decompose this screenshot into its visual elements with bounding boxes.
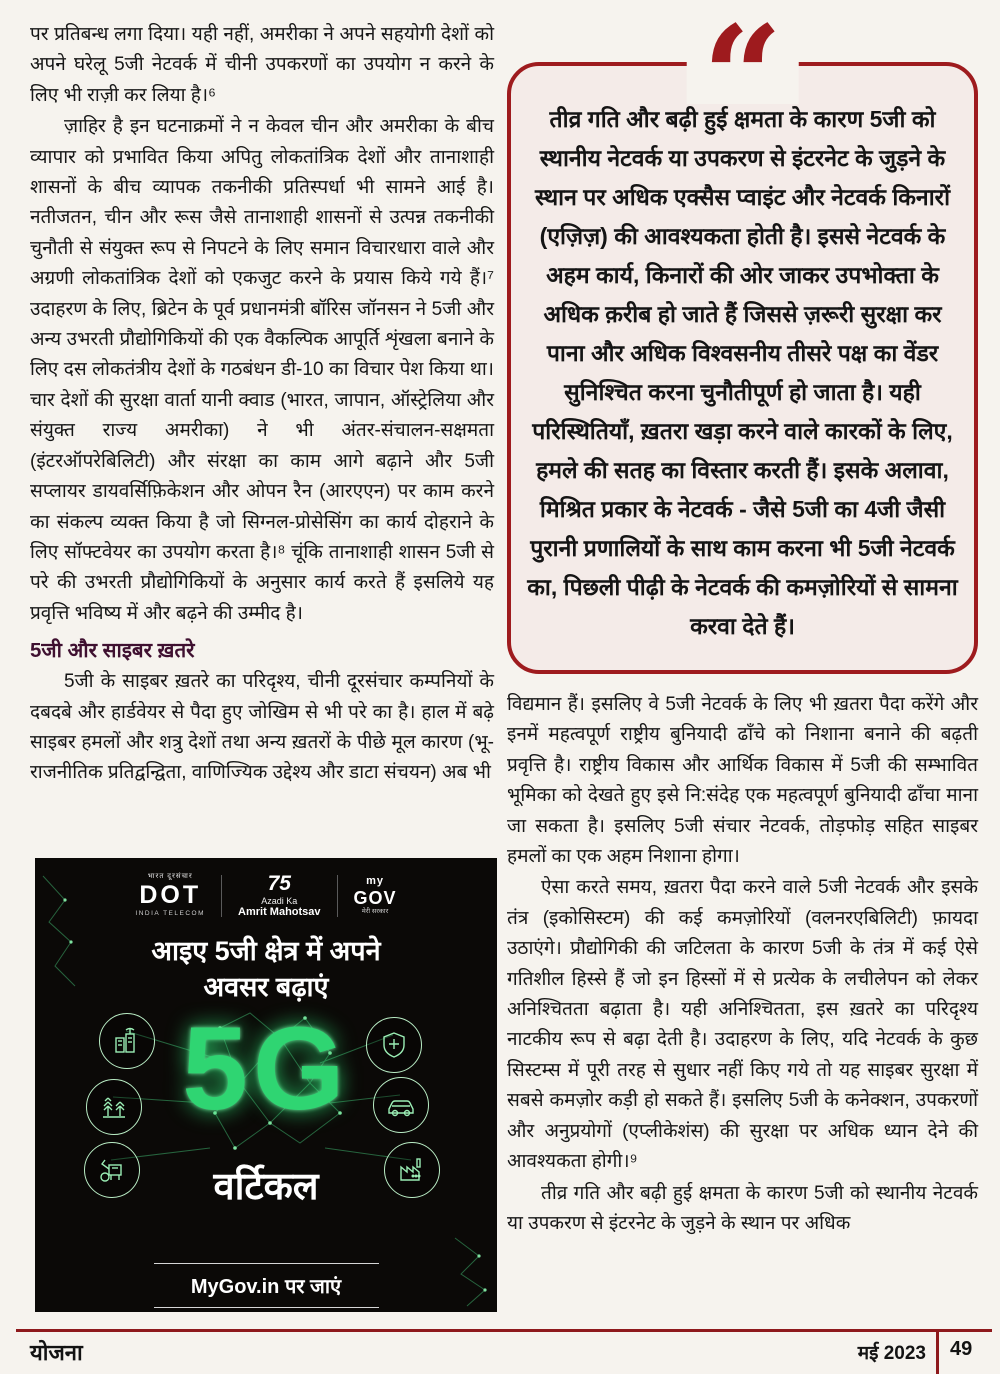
paragraph: तीव्र गति और बढ़ी हुई क्षमता के कारण 5जी को स्थानीय नेटवर्क या उपकरण से इंटरनेट के जुड़ने के स्थान पर अधिक	[507, 1182, 978, 1234]
ad-logo-row	[35, 858, 497, 919]
mygov-logo: my GOV मेरी सरकार	[353, 875, 397, 916]
magazine-title: योजना	[30, 1340, 83, 1365]
footer-divider	[936, 1329, 939, 1374]
paragraph: विद्यमान हैं। इसलिए वे 5जी नेटवर्क के लिए भी ख़तरा पैदा करेंगे और इनमें महत्वपूर्ण राष्ट्रीय बुनियादी ढाँचे को निशाना बनाने की बढ़ती प्रवृत्ति है। राष्ट्रीय विकास और आर्थिक विकास में 5जी की सम्भावित भूमिका को देखते हुए इसे नि:संदेह एक महत्वपूर्ण बुनियादी ढाँचा माना जा सकता है। इसलिए 5जी संचार नेटवर्क, तोड़फोड़ सहित साइबर हमलों का एक अहम निशाना होगा।	[507, 694, 978, 868]
autonomous-car-icon	[373, 1077, 429, 1133]
5g-advertisement	[35, 858, 497, 1312]
paragraph: ज़ाहिर है इन घटनाक्रमों ने न केवल चीन और अमरीका के बीच व्यापार को प्रभावित किया अपितु लोकतांत्रिक देशों और तानाशाही शासनों के बीच व्यापक तकनीकी प्रतिस्पर्धा भी सामने आई है। नतीजतन, चीन और रूस जैसे तानाशाही शासनों से उत्पन्न तकनीकी चुनौती से संयुक्त रूप से निपटने के लिए समान विचारधारा वाले और अग्रणी लोकतांत्रिक देशों को एकजुट करने के प्रयास किये गये हैं।⁷ उदाहरण के लिए, ब्रिटेन के पूर्व प्रधानमंत्री बॉरिस जॉनसन ने 5जी और अन्य उभरती प्रौद्योगिकियों की एक वैकल्पिक आपूर्ति शृंखला बनाने के लिए दस लोकतंत्रीय देशों के गठबंधन डी-10 का विचार पेश किया था। चार देशों की सुरक्षा वार्ता यानी क्वाड (भारत, जापान, ऑस्ट्रेलिया और संयुक्त राज्य अमरीका) ने भी अंतर-संचालन-सक्षमता (इंटरऑपरेबिलिटी) और संरक्षा का काम आगे बढ़ाने और 5जी सप्लायर डायवर्सिफ़िकेशन और ओपन रैन (आरएएन) पर काम करने का संकल्प व्यक्त किया है जो सिग्नल-प्रोसेसिंग का कार्य दोहराने के लिए सॉफ्टवेयर का उपयोग करता है।⁸ चूंकि तानाशाही शासन 5जी से परे की उभरती प्रौद्योगिकियों के अनुसार कार्य करते हैं इसलिये यह प्रवृत्ति भविष्य में और बढ़ने की उम्मीद है।	[30, 116, 494, 624]
5g-logo-text: 5G	[182, 1003, 350, 1136]
quote-icon: “	[686, 8, 799, 104]
mygov-cta: MyGov.in पर जाएं	[154, 1263, 379, 1308]
logo-divider	[221, 875, 222, 917]
agriculture-trees-icon	[86, 1079, 142, 1135]
azadi-ka-amrit-mahotsav-logo: 75 Azadi Ka Amrit Mahotsav	[238, 872, 321, 919]
ad-graphic	[35, 1003, 497, 1221]
dot-telecom-logo: भारत दूरसंचार DOT INDIA TELECOM	[135, 873, 206, 918]
ad-content	[35, 858, 497, 1308]
quote-text: तीव्र गति और बढ़ी हुई क्षमता के कारण 5जी को स्थानीय नेटवर्क या उपकरण से इंटरनेट के जुड़ने के स्थान पर अधिक एक्सैस प्वाइंट और नेटवर्क किनारों (एज़िज़) की आवश्यकता होती है। इससे नेटवर्क के अहम कार्य, किनारों की ओर जाकर उपभोक्ता के अधिक क़रीब हो जाते हैं जिससे ज़रूरी सुरक्षा कर पाना और अधिक विश्वसनीय तीसरे पक्ष का वेंडर सुनिश्चित करना चुनौतीपूर्ण हो जाता है। यही परिस्थितियाँ, ख़तरा खड़ा करने वाले कारकों के लिए, हमले की सतह का विस्तार करती हैं। इसके अलावा, मिश्रित प्रकार के नेटवर्क - जैसे 5जी का 4जी जैसी पुरानी प्रणालियों के साथ काम करना भी 5जी नेटवर्क का, पिछली पीढ़ी के नेटवर्क की कमज़ोरियों से सामना करवा देते हैं।	[527, 106, 958, 639]
issue-date: मई 2023	[857, 1343, 926, 1364]
smart-city-icon	[99, 1013, 155, 1069]
vertical-label: वर्टिकल	[213, 1166, 319, 1209]
page-number: 49	[950, 1338, 973, 1360]
section-heading: 5जी और साइबर ख़तरे	[30, 639, 195, 663]
paragraph: 5जी के साइबर ख़तरे का परिदृश्य, चीनी दूरसंचार कम्पनियों के दबदबे और हार्डवेयर से पैदा हुए जोखिम से भी परे का है। हाल में बढ़े साइबर हमलों और शत्रु देशों तथा अन्य ख़तरों के पीछे मूल कारण (भू-राजनीतिक प्रतिद्वन्द्विता, वाणिज्यिक उद्देश्य और डाटा संचयन) अब भी	[30, 671, 494, 784]
quote-box	[507, 62, 978, 674]
healthcare-shield-icon	[366, 1017, 422, 1073]
paragraph: ऐसा करते समय, ख़तरा पैदा करने वाले 5जी नेटवर्क और इसके तंत्र (इकोसिस्टम) की कई कमज़ोरियों (वलनरएबिलिटी) फ़ायदा उठाएंगे। प्रौद्योगिकी की जटिलता के कारण 5जी के तंत्र में कई ऐसे गतिशील हिस्से हैं जो इन हिस्सों में से प्रत्येक के लचीलेपन को लेकर अनिश्चितता बढ़ाता है। यही अनिश्चितता, इस ख़तरे का परिदृश्य नाटकीय रूप से बढ़ा देती है। उदाहरण के लिए, यदि नेटवर्क के कुछ सिस्टम्स में पूरी तरह से सुधार नहीं किए गये तो यह साइबर सुरक्षा में सबसे कमज़ोर कड़ी हो सकते हैं। इसलिए 5जी के कनेक्शन, उपकरणों और अनुप्रयोगों (एप्लीकेशंस) की सुरक्षा पर अधिक ध्यान देने की आवश्यकता होगी।⁹	[507, 877, 978, 1173]
logo-divider	[337, 875, 338, 917]
ad-heading: आइए 5जी क्षेत्र में अपने अवसर बढ़ाएं	[151, 936, 381, 1003]
left-column	[30, 20, 494, 790]
paragraph: पर प्रतिबन्ध लगा दिया। यही नहीं, अमरीका ने अपने सहयोगी देशों को अपने घरेलू 5जी नेटवर्क में चीनी उपकरणों का उपयोग न करने के लिए भी राज़ी कर लिया है।⁶	[30, 24, 494, 106]
footer-rule	[16, 1329, 992, 1332]
right-column	[507, 8, 978, 1240]
pull-quote	[507, 8, 978, 674]
